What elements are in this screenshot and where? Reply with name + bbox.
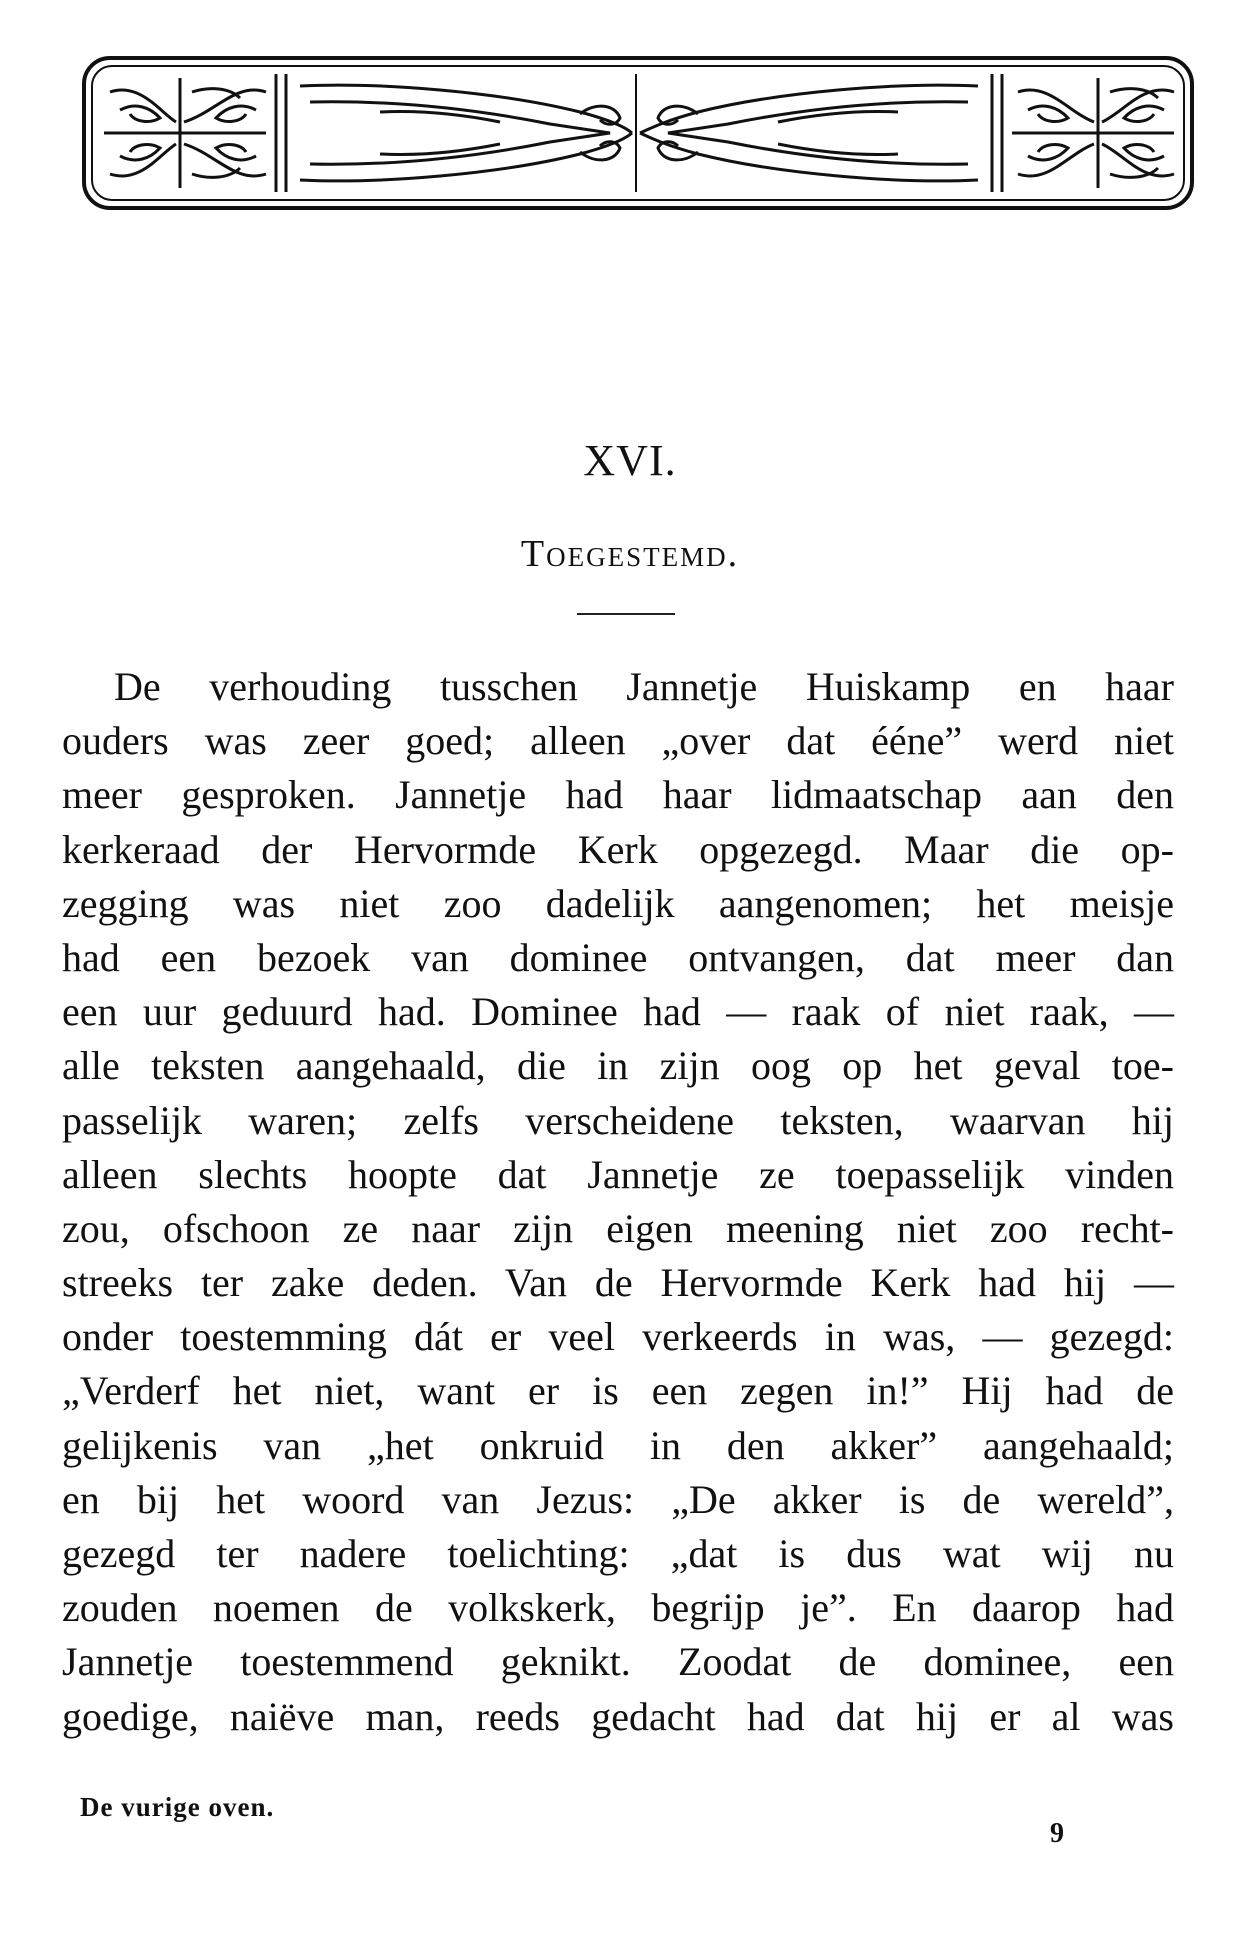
body-paragraph bbox=[62, 660, 1174, 1744]
text-line: een uur geduurd had. Dominee had — raak of niet raak, — bbox=[62, 989, 1174, 1035]
text-line: passelijk waren; zelfs verscheidene teksten, waarvan hij bbox=[62, 1097, 1174, 1143]
text-line: streeks ter zake deden. Van de Hervormde Kerk had hij — bbox=[62, 1260, 1174, 1306]
title-divider bbox=[577, 613, 675, 615]
text-line: zegging was niet zoo dadelijk aangenomen; het meisje bbox=[62, 880, 1174, 926]
page-number: 9 bbox=[1050, 1818, 1064, 1849]
text-line: meer gesproken. Jannetje had haar lidmaatschap aan den bbox=[62, 772, 1174, 818]
text-line: kerkeraad der Hervormde Kerk opgezegd. Maar die op- bbox=[62, 826, 1174, 872]
text-line: De verhouding tusschen Jannetje Huiskamp en haar bbox=[114, 664, 1174, 709]
header-ornament-icon bbox=[80, 52, 1198, 220]
text-line: „Verderf het niet, want er is een zegen in!” Hij had de bbox=[62, 1368, 1174, 1414]
text-line: zouden noemen de volkskerk, begrijp je”. En daarop had bbox=[62, 1585, 1174, 1631]
text-line: zou, ofschoon ze naar zijn eigen meening niet zoo recht- bbox=[62, 1205, 1174, 1251]
text-line: ouders was zeer goed; alleen „over dat ééne” werd niet bbox=[62, 718, 1174, 764]
text-line: gelijkenis van „het onkruid in den akker” aangehaald; bbox=[62, 1422, 1174, 1468]
text-line: gezegd ter nadere toelichting: „dat is dus wat wij nu bbox=[62, 1531, 1174, 1576]
text-line: goedige, naiëve man, reeds gedacht had dat hij er al was bbox=[62, 1693, 1174, 1739]
text-line: alle teksten aangehaald, die in zijn oog op het geval toe- bbox=[62, 1043, 1174, 1089]
text-line: onder toestemming dát er veel verkeerds in was, — gezegd: bbox=[62, 1314, 1174, 1360]
signature-mark: De vurige oven. bbox=[80, 1792, 275, 1822]
text-line: alleen slechts hoopte dat Jannetje ze toepasselijk vinden bbox=[62, 1151, 1174, 1197]
text-line: en bij het woord van Jezus: „De akker is de wereld”, bbox=[62, 1476, 1174, 1522]
chapter-title: Toegestemd. bbox=[520, 533, 740, 575]
chapter-number: XVI. bbox=[583, 436, 677, 485]
text-line: Jannetje toestemmend geknikt. Zoodat de dominee, een bbox=[62, 1639, 1174, 1685]
text-line: had een bezoek van dominee ontvangen, dat meer dan bbox=[62, 934, 1174, 980]
